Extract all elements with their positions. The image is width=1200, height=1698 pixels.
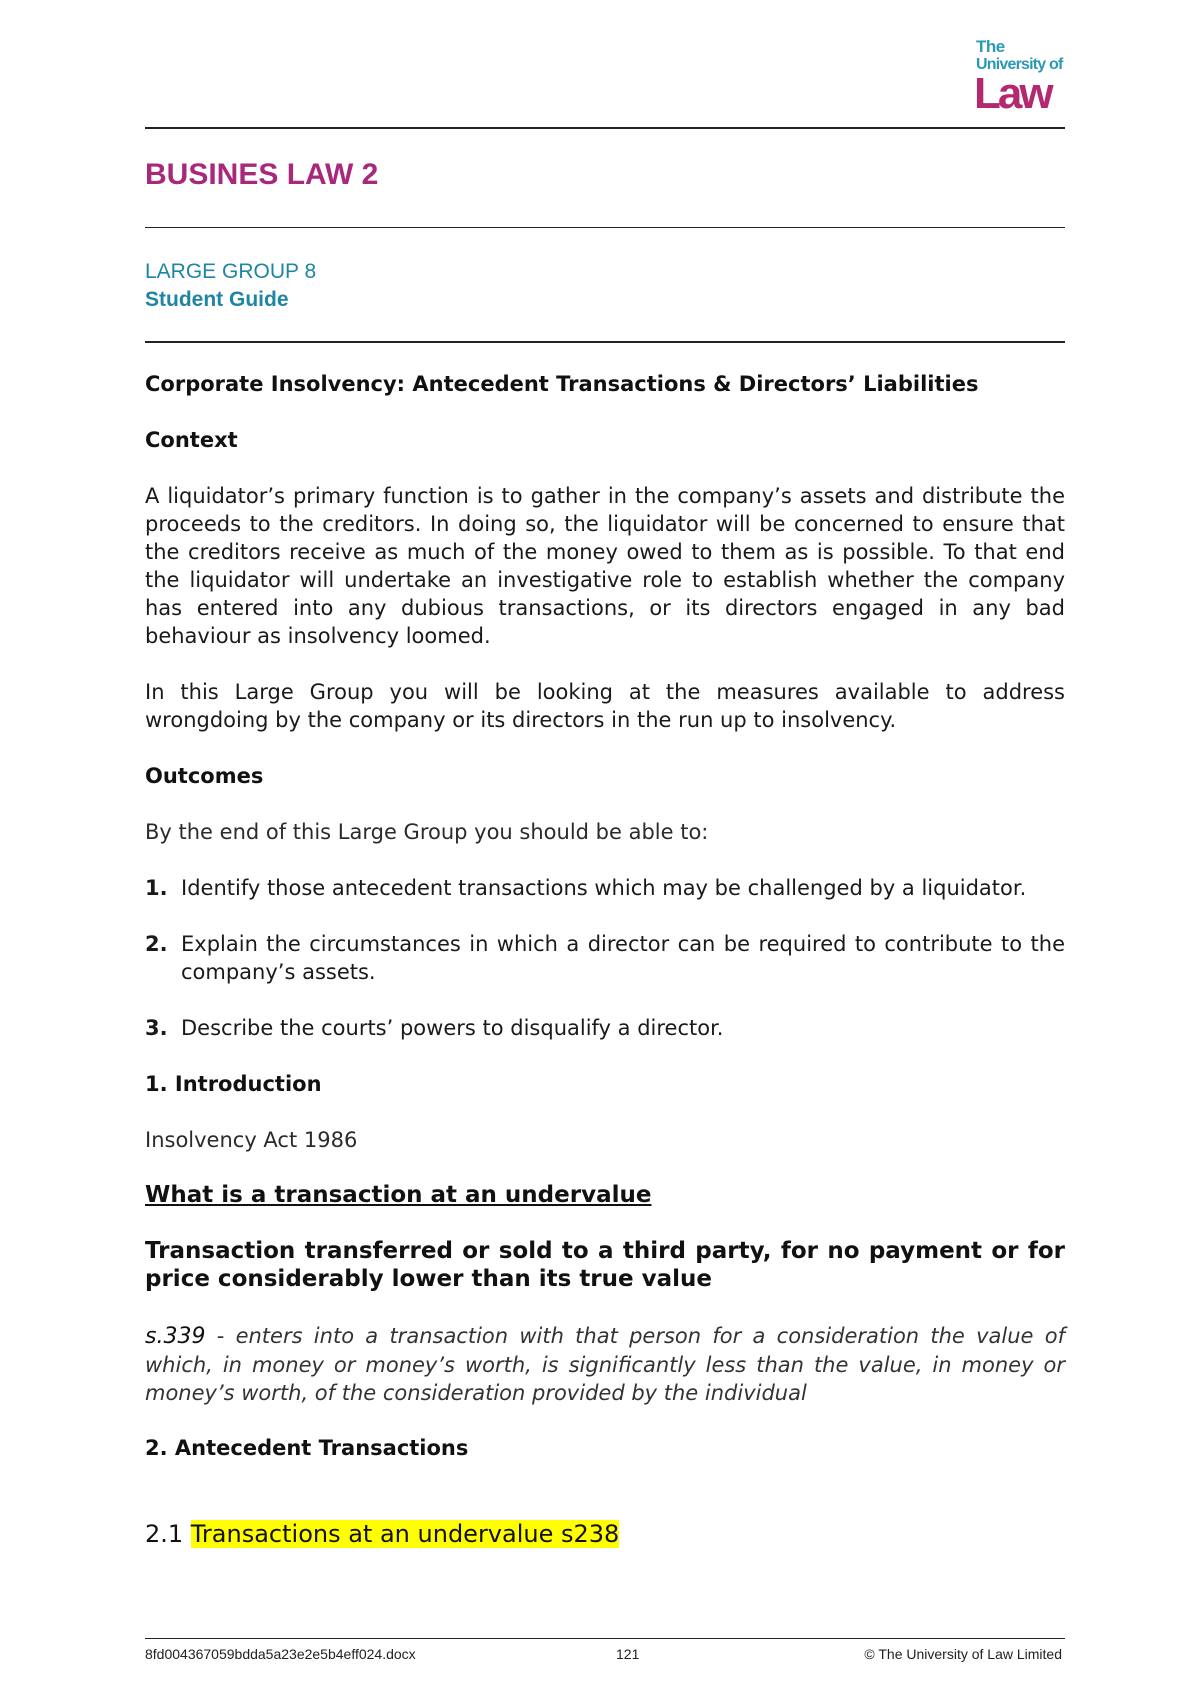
outcome-text: Describe the courts’ powers to disqualify a director. — [181, 1016, 724, 1040]
outcome-number: 1. — [145, 876, 168, 900]
student-guide-label: Student Guide — [145, 288, 289, 311]
footer-rule — [145, 1638, 1065, 1639]
topic-heading: Corporate Insolvency: Antecedent Transactions & Directors’ Liabilities — [145, 372, 979, 396]
logo-line-university: University of — [976, 56, 1063, 73]
highlighted-subsection-title: Transactions at an undervalue s238 — [190, 1520, 620, 1548]
section-reference: s.339 — [145, 1324, 206, 1349]
university-of-law-logo — [974, 37, 1068, 118]
undervalue-definition: Transaction transferred or sold to a third party, for no payment or for price considerably lower than its true value — [145, 1238, 1065, 1292]
outcome-text: Identify those antecedent transactions which may be challenged by a liquidator. — [181, 876, 1027, 900]
footer-filename: 8fd004367059bdda5a23e2e5b4eff024.docx — [145, 1646, 416, 1662]
outcome-item-2 — [145, 930, 1065, 986]
antecedent-heading: 2. Antecedent Transactions — [145, 1436, 469, 1460]
outcome-item-3 — [145, 1014, 1065, 1042]
header-rule-bottom — [145, 341, 1065, 343]
header-rule-top — [145, 127, 1065, 129]
context-paragraph-1: A liquidator’s primary function is to gather in the company’s assets and distribute the proceeds to the creditors. In doing so, the liquidator will be concerned to ensure that the creditors receive as much of the money owed to them as is possible. To that end the liquidator will undertake an investigative role to establish whether the company has entered into any dubious transactions, or its directors engaged in any bad behaviour as insolvency loomed. — [145, 484, 1065, 648]
outcomes-heading: Outcomes — [145, 764, 264, 788]
outcome-text: Explain the circumstances in which a director can be required to contribute to the company’s assets. — [181, 932, 1065, 984]
context-paragraph-2: In this Large Group you will be looking at the measures available to address wrongdoing by the company or its directors in the run up to insolvency. — [145, 680, 1065, 732]
section-quote-text: enters into a transaction with that person for a consideration the value of which, in money or money’s worth, is significantly less than the value, in money or money’s worth, of the consideration provided by the individual — [145, 1324, 1065, 1405]
outcomes-intro: By the end of this Large Group you should be able to: — [145, 820, 709, 844]
section-339-quote — [145, 1322, 1065, 1407]
large-group-label: LARGE GROUP 8 — [145, 260, 317, 283]
footer-page-number: 121 — [616, 1646, 640, 1662]
subsection-2-1-heading — [145, 1518, 1065, 1550]
outcome-number: 2. — [145, 932, 168, 956]
header-rule-middle — [145, 227, 1065, 228]
logo-line-law: Law — [974, 69, 1051, 118]
document-title: BUSINES LAW 2 — [145, 158, 379, 191]
insolvency-act-text: Insolvency Act 1986 — [145, 1128, 358, 1152]
context-heading: Context — [145, 428, 238, 452]
subsection-number: 2.1 — [145, 1520, 191, 1548]
outcome-number: 3. — [145, 1016, 168, 1040]
logo-line-the: The — [976, 37, 1005, 56]
undervalue-question-heading: What is a transaction at an undervalue — [145, 1182, 652, 1208]
section-dash: - — [205, 1324, 236, 1348]
outcome-item-1 — [145, 874, 1065, 902]
footer-copyright: © The University of Law Limited — [864, 1646, 1062, 1662]
introduction-heading: 1. Introduction — [145, 1072, 322, 1096]
